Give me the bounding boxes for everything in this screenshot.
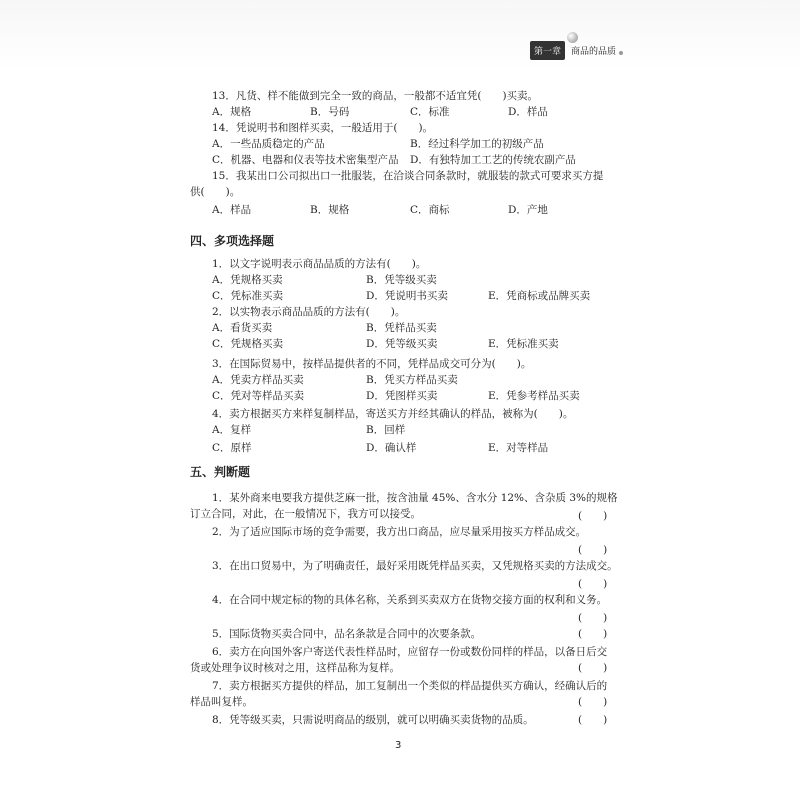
option: B．凭买方样品买卖 <box>366 374 458 386</box>
option: B．经过科学加工的初级产品 <box>410 138 544 150</box>
option: C．凭标准买卖 <box>212 290 284 302</box>
option: B．凭样品买卖 <box>366 322 437 334</box>
option: D．产地 <box>508 204 548 216</box>
judgement-item-continued: 样品叫复样。 <box>190 696 253 708</box>
judgement-item: 4．在合同中规定标的物的具体名称，关系到买卖双方在货物交接方面的权利和义务。 <box>212 594 608 606</box>
question-stem: 15．我某出口公司拟出口一批服装，在洽谈合同条款时，就服装的款式可要求买方提 <box>212 170 604 182</box>
option: A．凭规格买卖 <box>212 274 283 286</box>
judgement-item: 3．在出口贸易中，为了明确责任，最好采用既凭样品买卖，又凭规格买卖的方法成交。 <box>212 560 618 572</box>
judgement-item: 5．国际货物买卖合同中，品名条款是合同中的次要条款。 <box>212 628 482 640</box>
judgement-item-continued: 订立合同，对此，在一般情况下，我方可以接受。 <box>190 508 421 520</box>
option: B．规格 <box>310 204 350 216</box>
option: E．凭参考样品买卖 <box>488 390 580 402</box>
section-heading: 四、多项选择题 <box>190 234 275 248</box>
judgement-item-continued: 货或处理争议时核对之用，这样品称为复样。 <box>190 662 400 674</box>
answer-bracket: ( ) <box>578 696 608 708</box>
judgement-item: 6．卖方在向国外客户寄送代表性样品时，应留存一份或数份同样的样品，以备日后交 <box>212 646 608 658</box>
page-top-shade <box>0 0 800 70</box>
option: D．凭说明书买卖 <box>366 290 448 302</box>
option: E．凭标准买卖 <box>488 338 559 350</box>
option: A．看货买卖 <box>212 322 273 334</box>
header-ball-icon <box>567 32 578 43</box>
option: C．商标 <box>410 204 450 216</box>
question-stem: 2．以实物表示商品品质的方法有( )。 <box>212 306 406 318</box>
question-stem: 13．凡货、样不能做到完全一致的商品，一般都不适宜凭( )买卖。 <box>212 90 539 102</box>
option: D．凭图样买卖 <box>366 390 438 402</box>
option: D．样品 <box>508 106 548 118</box>
option: A．一些品质稳定的产品 <box>212 138 325 150</box>
option: A．凭卖方样品买卖 <box>212 374 304 386</box>
judgement-item: 2．为了适应国际市场的竞争需要，我方出口商品，应尽量采用按买方样品成交。 <box>212 526 587 538</box>
header-dot-icon <box>619 51 623 55</box>
option: D．凭等级买卖 <box>366 338 438 350</box>
running-header <box>530 38 630 62</box>
page-number: 3 <box>395 740 402 751</box>
answer-bracket: ( ) <box>578 612 608 624</box>
option: C．凭规格买卖 <box>212 338 284 350</box>
judgement-item: 7．卖方根据买方提供的样品，加工复制出一个类似的样品提供买方确认，经确认后的 <box>212 680 608 692</box>
answer-bracket: ( ) <box>578 714 608 726</box>
question-stem: 4．卖方根据买方来样复制样品，寄送买方并经其确认的样品，被称为( )。 <box>212 408 574 420</box>
option: C．凭对等样品买卖 <box>212 390 305 402</box>
chapter-title: 商品的品质 <box>571 46 617 57</box>
question-stem: 14．凭说明书和图样买卖，一般适用于( )。 <box>212 122 434 134</box>
option: D．有独特加工工艺的传统农副产品 <box>410 154 576 166</box>
option: A．样品 <box>212 204 252 216</box>
section-heading: 五、判断题 <box>190 465 251 479</box>
question-stem-continued: 供( )。 <box>190 186 241 198</box>
option: E．对等样品 <box>488 442 549 454</box>
option: B．号码 <box>310 106 350 118</box>
option: E．凭商标或品牌买卖 <box>488 290 591 302</box>
option: B．回样 <box>366 424 406 436</box>
answer-bracket: ( ) <box>578 578 608 590</box>
judgement-item: 8．凭等级买卖，只需说明商品的级别，就可以明确买卖货物的品质。 <box>212 714 534 726</box>
option: C．标准 <box>410 106 450 118</box>
answer-bracket: ( ) <box>578 628 608 640</box>
question-stem: 3．在国际贸易中，按样品提供者的不同，凭样品成交可分为( )。 <box>212 358 532 370</box>
option: C．原样 <box>212 442 252 454</box>
option: D．确认样 <box>366 442 417 454</box>
option: A．复样 <box>212 424 252 436</box>
answer-bracket: ( ) <box>578 510 608 522</box>
judgement-item: 1．某外商来电要我方提供芝麻一批，按含油量 45%、含水分 12%、含杂质 3%的规格 <box>212 492 618 504</box>
answer-bracket: ( ) <box>578 662 608 674</box>
option: B．凭等级买卖 <box>366 274 437 286</box>
option: A．规格 <box>212 106 252 118</box>
question-stem: 1．以文字说明表示商品品质的方法有( )。 <box>212 258 427 270</box>
answer-bracket: ( ) <box>578 544 608 556</box>
chapter-tab: 第一章 <box>530 41 565 60</box>
option: C．机器、电器和仪表等技术密集型产品 <box>212 154 399 166</box>
